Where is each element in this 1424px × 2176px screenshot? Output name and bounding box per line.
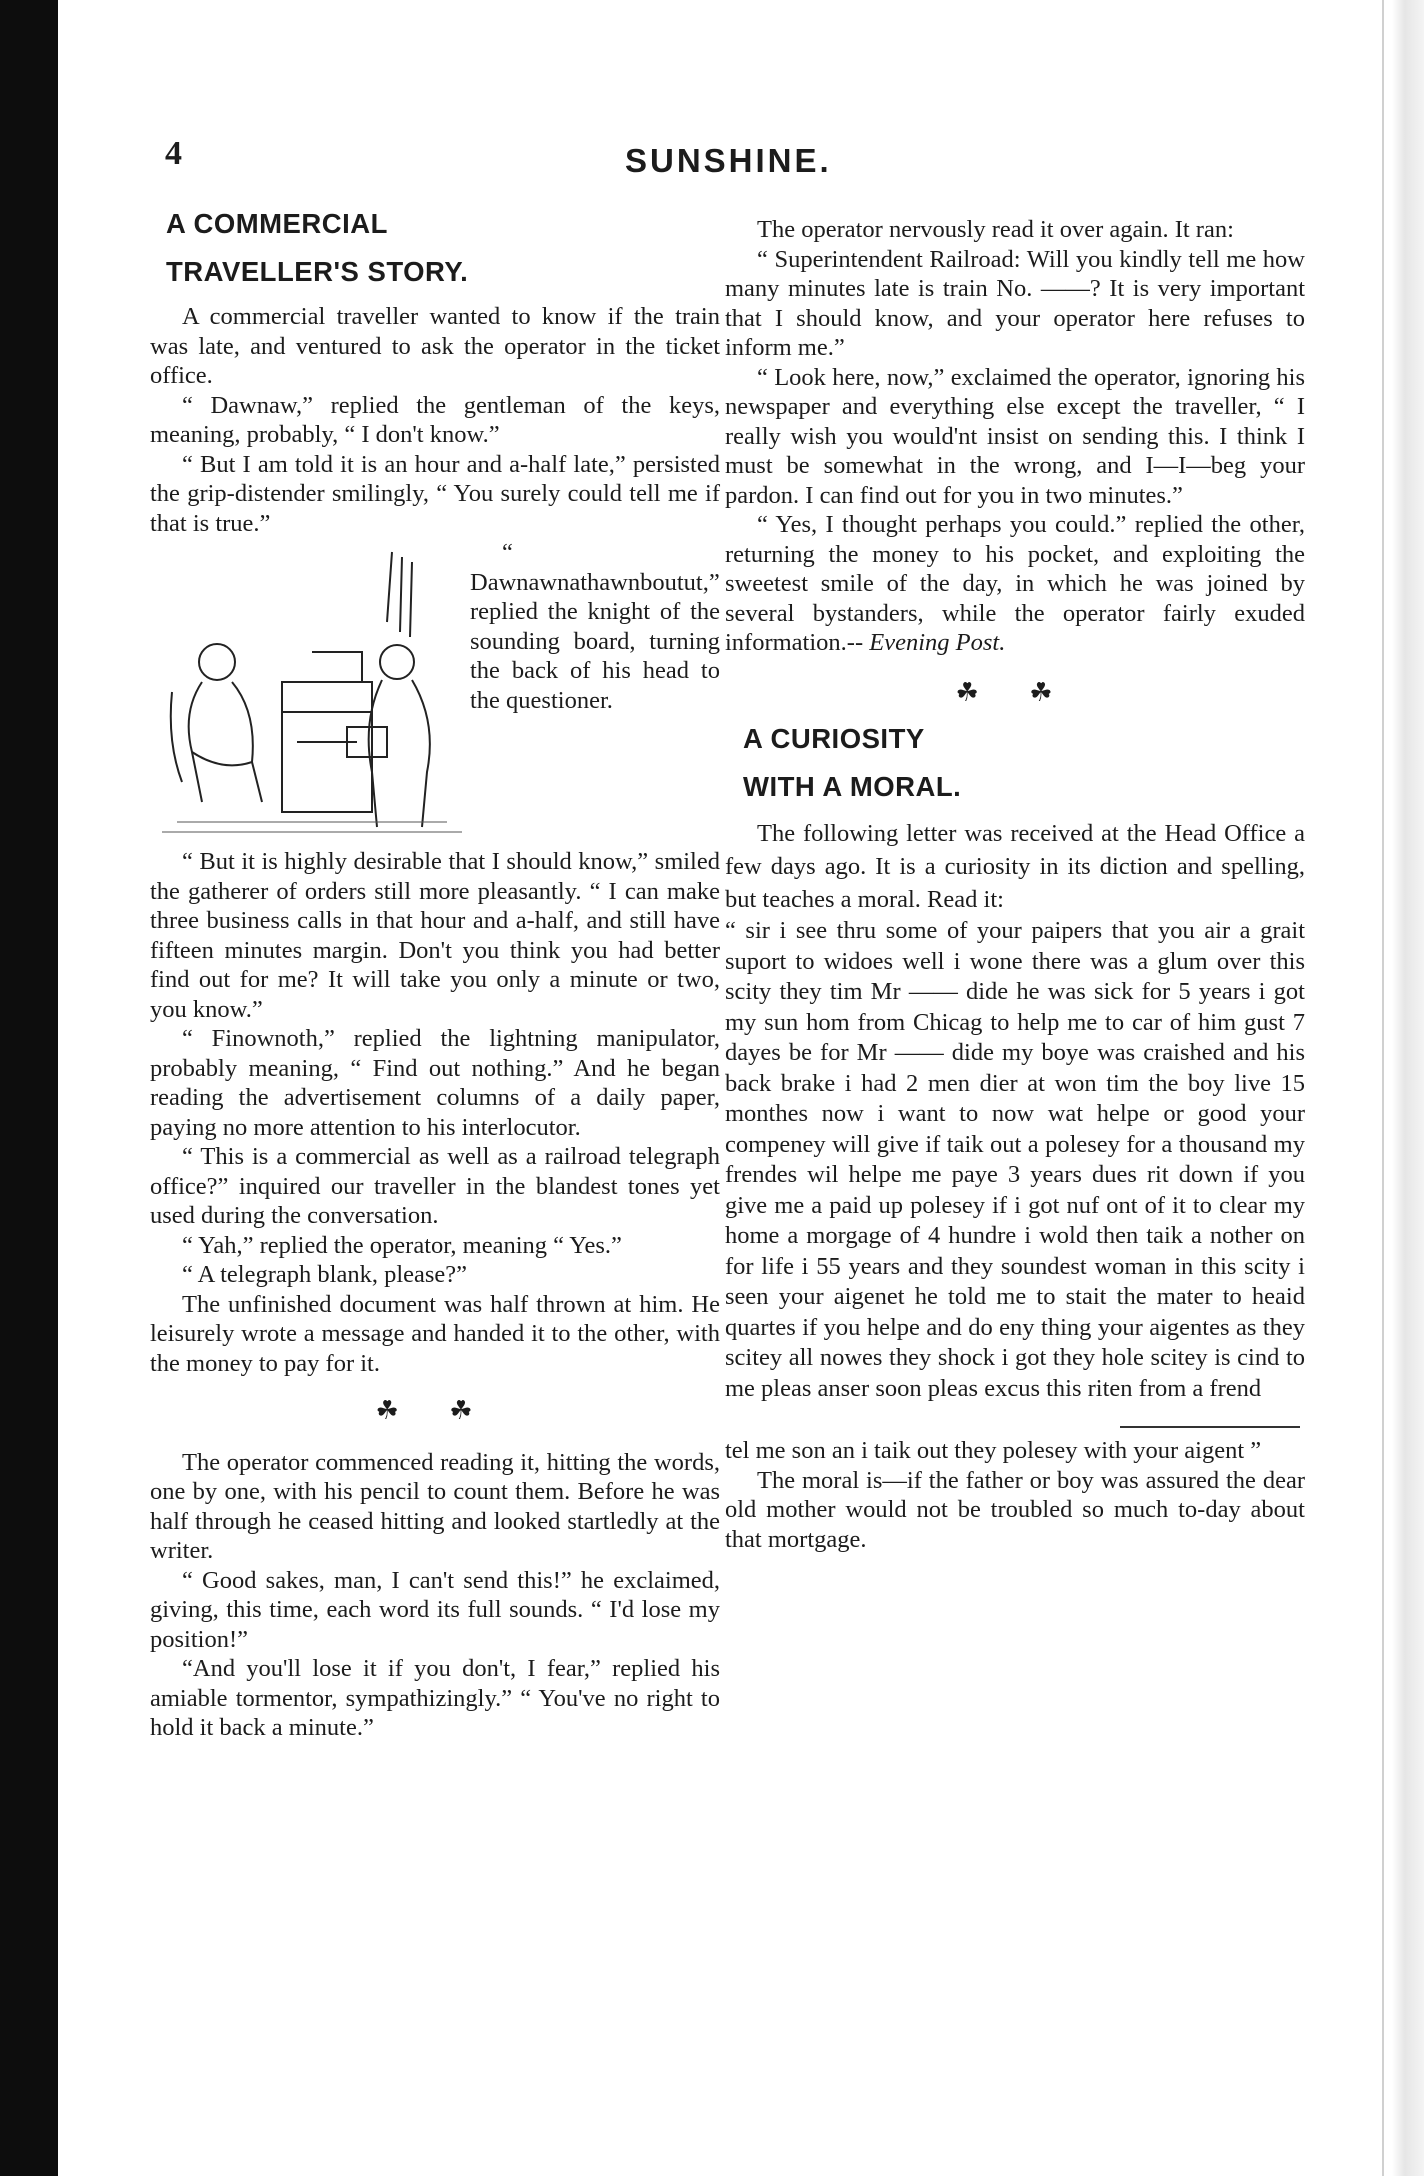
story1-paragraph: “ Good sakes, man, I can't send this!” he exclaimed, giving, this time, each word its full sounds. “ I'd lose my position!” [150,1566,720,1653]
scan-left-edge [0,0,58,2176]
story2-heading-line1: A CURIOSITY [743,723,925,754]
scan-right-edge [1392,0,1424,2176]
story1-paragraph: The unfinished document was half thrown at him. He leisurely wrote a message and handed it to the other, with the money to pay for it. [150,1290,720,1377]
left-column [150,200,720,1743]
story1-paragraph: “ This is a commercial as well as a railroad telegraph office?” inquired our traveller in the blandest tones yet used during the conversation. [150,1143,720,1229]
page-number: 4 [165,135,182,172]
story1-paragraph: “ But it is highly desirable that I should know,” smiled the gatherer of orders still more pleasantly. “ I can make three business calls in that hour and a-half, and still have fifteen minutes margin. Don't you think you had better find out for me? It will take you only a minute or two, you know.” [150,848,720,1023]
story1-paragraph: “ Look here, now,” exclaimed the operator, ignoring his newspaper and everything else except the traveller, “ I really wish you would'nt insist on sending this. I think I must be somewhat in the wrong, and I—I—beg your pardon. I can find out for you in two minutes.” [725,363,1305,509]
story1-paragraph: “And you'll lose it if you don't, I fear,” replied his amiable tormentor, sympathizingly.” “ You've no right to hold it back a minute.” [150,1655,720,1741]
story1-paragraph: “ Dawnawnathawnboutut,” replied the knight of the sounding board, turning the back of his head to the questioner. [470,539,720,714]
telegraph-office-illustration [162,542,462,847]
story2-heading [743,715,1305,811]
story2-letter: “ sir i see thru some of your paipers that you air a grait suport to widoes well i wone there was a glum over this scity they tim Mr —— dide he was sick for 5 years i got my sun hom from Chicag to help me to car of him gust 7 dayes be for Mr —— dide my boye was craished and his back brake i had 2 men dier at won tim the boy live 15 monthes now i want to now wat helpe or good your compeney will give if taik out a polesey for a thousand my frendes wil helpe me paye 3 years dues rit down if you give me a paid up polesey if i got nuf ont of it to clear my home a morgage of 4 hundre i wold then taik a nother on for life i 55 years and they soundest woman in this scity i seen your aigenet he told me to stait the mater to heaid quartes if you helpe and do eny thing your aigentes as they scitey all nowes they shock i got they hole scitey is cind to me pleas anser soon pleas excus this riten from a frend [725,917,1305,1402]
divider-rule [725,1426,1305,1430]
story1-paragraph: “ Yah,” replied the operator, meaning “ Yes.” [182,1231,622,1259]
story1-paragraph: The operator nervously read it over again. It ran: [757,216,1234,243]
story1-heading [166,200,720,296]
story2-heading-line2: WITH A MORAL. [743,771,962,802]
story1-paragraph: “ A telegraph blank, please?” [182,1261,468,1288]
story1-paragraph: “ Dawnaw,” replied the gentleman of the keys, meaning, probably, “ I don't know.” [150,391,720,448]
story1-paragraph: “ But I am told it is an hour and a-half late,” persisted the grip-distender smilingly, “ You surely could tell me if that is true.” [150,450,720,537]
fleuron-ornament: ☘ ☘ [955,677,1075,707]
story1-paragraph: The operator commenced reading it, hitting the words, one by one, with his pencil to count them. Before he was half through he ceased hitting and looked startledly at the writer. [150,1448,720,1564]
story1-paragraph: “ Superintendent Railroad: Will you kindly tell me how many minutes late is train No. ——? It is very important that I should know, and your operator here refuses to inform me.” [725,245,1305,361]
story1-paragraph [725,510,1305,658]
story1-heading-line1: A COMMERCIAL [166,208,388,239]
scan-right-edge-line [1382,0,1384,2176]
source-credit: Evening Post. [869,629,1006,656]
story1-paragraph: A commercial traveller wanted to know if the train was late, and ventured to ask the operator in the ticket office. [150,303,720,389]
right-column [725,215,1305,1554]
story1-heading-line2: TRAVELLER'S STORY. [166,256,469,287]
divider-line [1120,1426,1300,1428]
story2-intro: The following letter was received at the Head Office a few days ago. It is a curiosity in its diction and spelling, but teaches a moral. Read it: [725,820,1305,913]
story2-letter-end: tel me son an i taik out they polesey with your aigent ” [725,1437,1262,1464]
story2-moral: The moral is—if the father or boy was assured the dear old mother would not be troubled so much to-day about that mortgage. [725,1466,1305,1553]
story1-paragraph: “ Finownoth,” replied the lightning manipulator, probably meaning, “ Find out nothing.” And he began reading the advertisement columns of a daily paper, paying no more attention to his interlocutor. [150,1025,720,1141]
running-head: SUNSHINE. [625,142,832,179]
fleuron-ornament: ☘ ☘ [375,1396,495,1425]
story1-final-text: “ Yes, I thought perhaps you could.” replied the other, returning the money to his pocket, and exploiting the sweetest smile of the day, in which he was joined by several bystanders, while the operator fairly exuded information.-- [725,511,1305,656]
